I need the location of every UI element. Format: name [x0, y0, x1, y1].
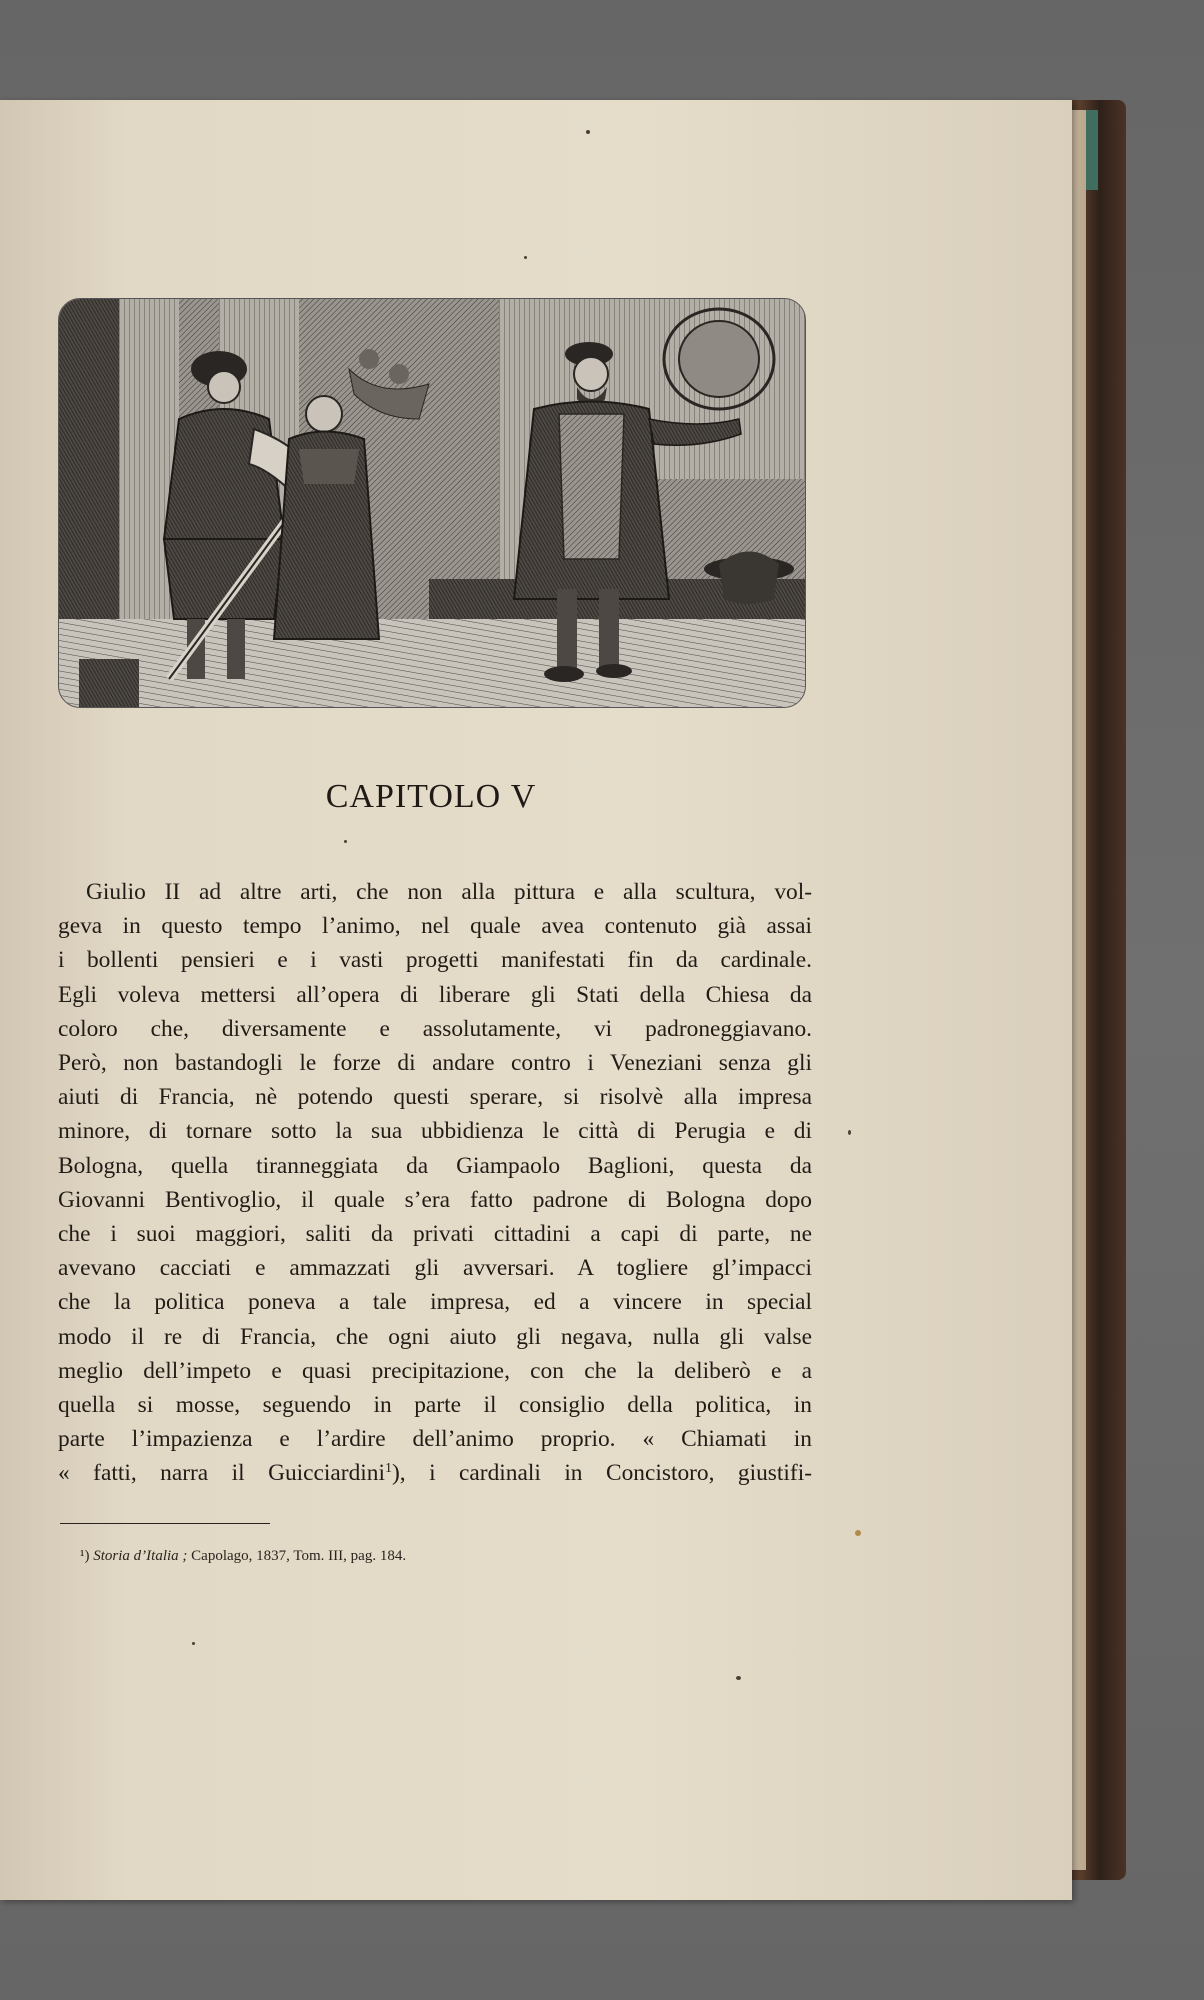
- ink-speck: [848, 1130, 851, 1135]
- text-line: i bollenti pensieri e i vasti progetti manifestati fin da cardinale.: [58, 947, 812, 974]
- chapter-title: [0, 778, 862, 816]
- ink-speck: [855, 1530, 861, 1536]
- text-line: Giulio II ad altre arti, che non alla pittura e alla scultura, vol-: [86, 879, 812, 905]
- chapter-title-word: APITOLO: [349, 778, 502, 815]
- text-line: aiuti di Francia, nè potendo questi sperare, si risolvè alla impresa: [58, 1084, 812, 1111]
- text-line: quella si mosse, seguendo in parte il consiglio della politica, in: [58, 1392, 812, 1419]
- chapter-title-initial: C: [325, 778, 350, 815]
- text-line: Però, non bastandogli le forze di andare contro i Veneziani senza gli: [58, 1050, 812, 1077]
- ink-speck: [344, 840, 347, 843]
- text-line: che i suoi maggiori, saliti da privati cittadini a capi di parte, ne: [58, 1221, 812, 1248]
- text-line: Egli voleva mettersi all’opera di liberare gli Stati della Chiesa da: [58, 981, 812, 1008]
- footnote-pages: , pag. 184.: [343, 1548, 407, 1564]
- ink-speck: [524, 256, 527, 259]
- text-line: geva in questo tempo l’animo, nel quale avea contenuto già assai: [58, 913, 812, 940]
- footnote-marker: ¹): [80, 1548, 90, 1564]
- footnote: [80, 1548, 406, 1565]
- text-line: che la politica poneva a tale impresa, ed a vincere in special: [58, 1289, 812, 1316]
- chapter-illustration: [58, 298, 806, 708]
- ink-speck: [586, 130, 590, 134]
- text-fragment: ), i cardinali in Concistoro, giustifi-: [391, 1460, 812, 1487]
- engraving-scene: [59, 299, 805, 707]
- text-line: modo il re di Francia, che ogni aiuto gli negava, nulla gli valse: [58, 1323, 812, 1350]
- ink-speck: [192, 1642, 195, 1645]
- footnote-reference: 1: [384, 1461, 392, 1477]
- text-fragment: « fatti, narra il Guicciardini: [58, 1460, 385, 1487]
- text-line: avevano cacciati e ammazzati gli avversari. A togliere gl’impacci: [58, 1255, 812, 1282]
- text-line: parte l’impazienza e l’ardire dell’animo proprio. « Chiamati in: [58, 1426, 812, 1453]
- text-line: Giovanni Bentivoglio, il quale s’era fatto padrone di Bologna dopo: [58, 1186, 812, 1213]
- ink-speck: [736, 1676, 741, 1680]
- footnote-divider: [60, 1523, 270, 1524]
- chapter-body: [58, 875, 812, 1491]
- footnote-title: Storia d’Italia ;: [93, 1548, 188, 1564]
- text-line: coloro che, diversamente e assolutamente, vi padroneggiavano.: [58, 1015, 812, 1042]
- text-line: minore, di tornare sotto la sua ubbidienza le città di Perugia e di: [58, 1118, 812, 1145]
- footnote-tome: III: [328, 1548, 344, 1564]
- chapter-number: V: [510, 778, 537, 815]
- text-line-with-footnote-ref: [58, 1456, 812, 1490]
- text-line: meglio dell’impeto e quasi precipitazione, con che la deliberò e a: [58, 1357, 812, 1384]
- text-line: Bologna, quella tiranneggiata da Giampaolo Baglioni, questa da: [58, 1152, 812, 1179]
- footnote-place: Capolago, 1837, Tom.: [191, 1548, 325, 1564]
